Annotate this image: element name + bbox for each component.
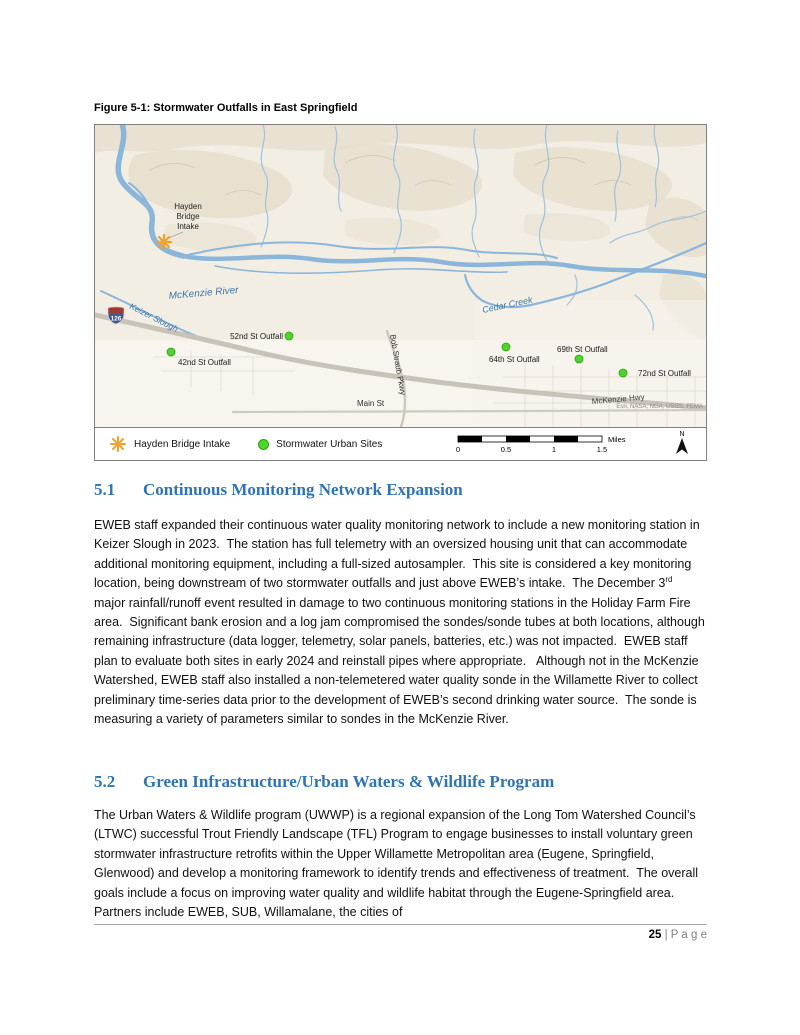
paragraph-text: major rainfall/runoff event resulted in damage to two continuous monitoring stations in the Holiday Farm Fire area. Significant bank erosion and a log jam compromised the sondes/sonde tubes at both locations, although remaining infrastructure (data logger, telemetry, solar panels, batteries, etc.) was not impacted. EWEB staff plan to evaluate both sites in early 2024 and reinstall pipes where appropriate. Although not in the McKenzie Watershed, EWEB staff also installed a non-telemetered water quality sonde in the Willamette River to collect preliminary time-series data prior to the development of EWEB’s second drinking water source. The sonde is measuring a variety of parameters similar to sondes in the McKenzie River. — [94, 576, 709, 727]
outfall-marker-52nd — [285, 332, 293, 340]
label-main-st: Main St — [357, 399, 385, 408]
scale-bar-segments — [458, 436, 602, 442]
ordinal-superscript: rd — [665, 575, 673, 585]
svg-text:52nd St Outfall: 52nd St Outfall — [230, 332, 283, 341]
highway-126-shield — [108, 307, 124, 324]
outfall-marker-42nd — [167, 348, 175, 356]
legend-sites-label: Stormwater Urban Sites — [276, 438, 383, 450]
section-5-1-paragraph — [94, 516, 707, 729]
svg-text:72nd St Outfall: 72nd St Outfall — [638, 369, 691, 378]
svg-text:69th St Outfall: 69th St Outfall — [557, 345, 608, 354]
label-keizer-slough: Keizer Slough — [128, 300, 180, 334]
label-bob-straub-pkwy: Bob Straub Pkwy — [388, 333, 408, 396]
svg-text:1.5: 1.5 — [596, 445, 608, 454]
svg-text:Hayden: Hayden — [174, 202, 202, 211]
section-5-1-heading — [94, 480, 707, 500]
legend-intake-label: Hayden Bridge Intake — [134, 438, 231, 450]
legend-item-intake — [109, 435, 230, 453]
scale-tick-labels — [456, 445, 607, 454]
map-scale-bar — [452, 431, 648, 457]
section-5-2-paragraph: The Urban Waters & Wildlife program (UWWP) is a regional expansion of the Long Tom Watershed Council’s (LTWC) successful Trout Friendly Landscape (TFL) Program to engage businesses to install voluntary green stormwater infrastructure retrofits within the Upper Willamette Metropolitan area (Eugene, Springfield, Glenwood) and develop a monitoring framework to identify trends and effectiveness of treatment. The overall goals include a focus on improving water quality and wildlife habitat through the Eugene-Springfield area. Partners include EWEB, SUB, Willamalane, the cities of — [94, 808, 702, 920]
scale-unit-label: Miles — [608, 435, 626, 444]
north-label: N — [679, 430, 685, 438]
map-attribution: Esri, NASA, NGA, USGS, FEMA — [616, 404, 703, 410]
north-arrow — [674, 428, 690, 461]
svg-text:1: 1 — [551, 445, 557, 454]
label-mckenzie-hwy: McKenzie Hwy — [591, 392, 645, 406]
page-footer — [94, 924, 707, 941]
page-number: 25 — [648, 929, 662, 941]
svg-text:42nd St Outfall: 42nd St Outfall — [178, 358, 231, 367]
outfall-marker-69th — [575, 355, 583, 363]
section-5-1-number: 5.1 — [94, 480, 116, 499]
label-cedar-creek: Cedar Creek — [481, 294, 534, 315]
svg-text:64th St Outfall: 64th St Outfall — [489, 355, 540, 364]
svg-text:Bridge: Bridge — [176, 212, 200, 221]
map-legend — [95, 427, 706, 460]
section-5-2-heading — [94, 772, 707, 792]
map-canvas — [95, 125, 706, 427]
legend-item-sites — [258, 439, 382, 450]
label-mckenzie-river: McKenzie River — [168, 284, 240, 302]
hayden-bridge-intake-label — [174, 202, 202, 231]
figure-map — [94, 124, 707, 461]
svg-text:0: 0 — [455, 445, 461, 454]
section-5-2-title: Green Infrastructure/Urban Waters & Wildlife Program — [143, 772, 555, 791]
north-arrow-glyph — [676, 438, 688, 454]
svg-text:Intake: Intake — [177, 222, 199, 231]
stormwater-site-icon — [258, 439, 269, 450]
paragraph-text: EWEB staff expanded their continuous water quality monitoring network to include a new monitoring station in Keizer Slough in 2023. The station has full telemetry with an oversized housing unit that can accommodate additional monitoring equipment, including a full-sized autosampler. This site is considered a key monitoring location, being downstream of two stormwater outfalls and just above EWEB’s intake. The December 3 — [94, 518, 704, 591]
outfall-marker-64th — [502, 343, 510, 351]
intake-star-icon — [109, 435, 127, 453]
section-5-1-title: Continuous Monitoring Network Expansion — [143, 480, 463, 499]
highway-shield-number: 126 — [110, 315, 122, 323]
figure-caption: Figure 5-1: Stormwater Outfalls in East Springfield — [94, 102, 358, 114]
outfall-marker-72nd — [619, 369, 627, 377]
page-label: | P a g e — [664, 929, 707, 941]
section-5-2-number: 5.2 — [94, 772, 116, 791]
svg-text:0.5: 0.5 — [500, 445, 512, 454]
